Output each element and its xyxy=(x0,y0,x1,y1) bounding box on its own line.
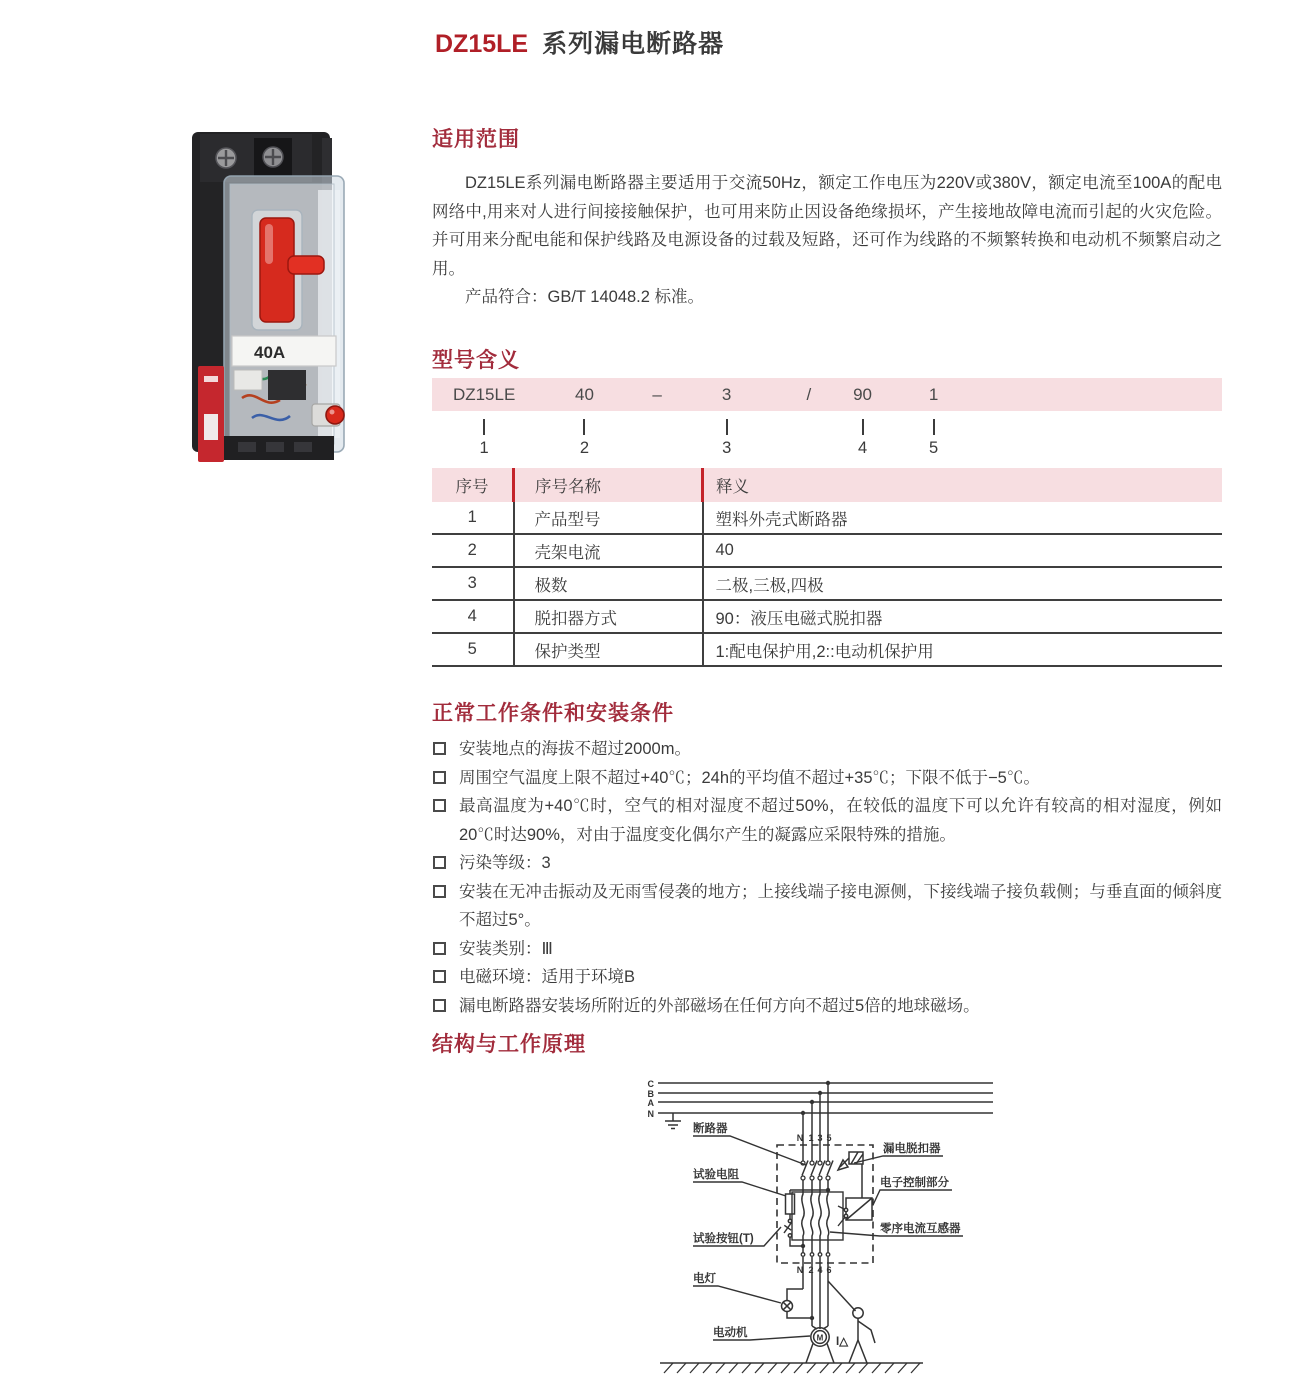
condition-text: 电磁环境：适用于环境B xyxy=(459,968,636,986)
svg-text:3: 3 xyxy=(817,1133,823,1143)
amp-label: 40A xyxy=(254,343,286,362)
scope-section-heading-wrap xyxy=(432,123,1222,153)
model-ticks xyxy=(432,417,1222,463)
earth-symbol xyxy=(665,1113,681,1129)
conditions-heading: 正常工作条件和安装条件 xyxy=(432,702,674,725)
col-header-meaning: 释义 xyxy=(703,468,1223,502)
circuit-diagram xyxy=(640,1068,1012,1400)
model-section-heading-wrap xyxy=(432,344,1222,374)
model-part-5: 1 xyxy=(928,384,939,404)
tick-num-3: 3 xyxy=(722,439,732,457)
model-part-1: DZ15LE xyxy=(452,384,516,404)
scope-paragraph-2-wrap xyxy=(432,283,1222,312)
table-row xyxy=(432,534,1222,567)
cell-index: 4 xyxy=(432,600,514,633)
cell-index: 1 xyxy=(432,502,514,534)
model-table-wrap xyxy=(432,468,1222,667)
condition-item xyxy=(432,963,1222,992)
cell-name: 产品型号 xyxy=(514,502,703,534)
table-row xyxy=(432,502,1222,534)
condition-text: 安装类别：Ⅲ xyxy=(459,939,553,958)
cell-index: 3 xyxy=(432,567,514,600)
model-part-slash: / xyxy=(806,384,812,404)
page-title-model: DZ15LE xyxy=(435,30,529,58)
test-button-label: 试验按钮(T) xyxy=(693,1233,754,1245)
cell-name: 保护类型 xyxy=(514,633,703,666)
product-photo xyxy=(168,118,373,473)
bottom-terminal-block xyxy=(224,436,334,460)
col-header-index: 序号 xyxy=(432,468,514,502)
condition-item xyxy=(432,878,1222,935)
electronic-control-label: 电子控制部分 xyxy=(880,1177,949,1189)
checkbox-icon xyxy=(433,799,446,812)
model-part-3: 3 xyxy=(721,384,732,404)
condition-text: 污染等级：3 xyxy=(459,854,551,872)
condition-text: 安装在无冲击振动及无雨雪侵袭的地方；上接线端子接电源侧，下接线端子接负载侧；与垂直面的倾斜度不超过5°。 xyxy=(459,882,1222,929)
svg-text:N: N xyxy=(796,1265,804,1275)
test-resistor-symbol xyxy=(786,1194,795,1214)
condition-item xyxy=(432,992,1222,1021)
svg-text:4: 4 xyxy=(817,1265,823,1275)
page-title-series: 系列漏电断路器 xyxy=(542,30,725,58)
leakage-current-label: I△ xyxy=(836,1336,849,1348)
model-band-wrap xyxy=(432,378,1222,411)
breaker-label: 断路器 xyxy=(693,1123,728,1135)
svg-text:C: C xyxy=(647,1079,654,1089)
cell-index: 5 xyxy=(432,633,514,666)
ground-hatching xyxy=(660,1363,923,1373)
cell-meaning: 1:配电保护用,2::电动机保护用 xyxy=(703,633,1223,666)
tick-line-4 xyxy=(862,419,864,435)
condition-item xyxy=(432,935,1222,964)
checkbox-icon xyxy=(433,999,446,1012)
checkbox-icon xyxy=(433,771,446,784)
svg-text:M: M xyxy=(816,1333,824,1343)
svg-text:6: 6 xyxy=(826,1265,832,1275)
col-header-name: 序号名称 xyxy=(514,468,703,502)
condition-item xyxy=(432,792,1222,849)
rating-label xyxy=(232,336,336,366)
checkbox-icon xyxy=(433,742,446,755)
leakage-release-label: 漏电脱扣器 xyxy=(883,1143,941,1155)
principle-heading-wrap xyxy=(432,1028,1222,1058)
condition-text: 周围空气温度上限不超过+40℃；24h的平均值不超过+35℃；下限不低于−5℃。 xyxy=(459,768,1040,787)
tick-num-5: 5 xyxy=(929,439,939,457)
top-terminal-labels xyxy=(797,1133,832,1143)
tick-num-1: 1 xyxy=(479,439,489,457)
svg-text:N: N xyxy=(647,1109,654,1119)
tick-num-4: 4 xyxy=(857,439,868,457)
cell-meaning: 40 xyxy=(703,534,1223,567)
lamp-branch xyxy=(782,1289,813,1318)
model-heading: 型号含义 xyxy=(432,349,520,372)
lamp-label: 电灯 xyxy=(693,1273,716,1285)
principle-heading: 结构与工作原理 xyxy=(432,1033,586,1056)
scope-paragraph-1: DZ15LE系列漏电断路器主要适用于交流50Hz，额定工作电压为220V或380V，额定电流至100A的配电网络中,用来对人进行间接接触保护，也可用来防止因设备绝缘损坏，产生接地故障电流而引起的火灾危险。并可用来分配电能和保护线路及电源设备的过载及短路，还可作为线路的不频繁转换和电动机不频繁启动之用。 xyxy=(432,174,1222,278)
electronic-control-symbol xyxy=(844,1164,872,1220)
brand-sticker xyxy=(198,366,224,462)
supply-bus-lines xyxy=(658,1083,993,1113)
test-button xyxy=(312,404,344,426)
condition-text: 最高温度为+40℃时，空气的相对湿度不超过50%，在较低的温度下可以允许有较高的相对湿度，例如20℃时达90%，对由于温度变化偶尔产生的凝露应采限特殊的措施。 xyxy=(459,797,1222,844)
conditions-list xyxy=(432,735,1222,1020)
condition-text: 漏电断路器安装场所附近的外部磁场在任何方向不超过5倍的地球磁场。 xyxy=(459,996,980,1015)
scope-paragraph-2: 产品符合：GB/T 14048.2 标准。 xyxy=(465,288,705,306)
junction-dots xyxy=(801,1081,830,1320)
bottom-terminal-labels xyxy=(797,1265,832,1275)
cell-name: 极数 xyxy=(514,567,703,600)
model-part-2: 40 xyxy=(575,384,594,404)
diagram-labels xyxy=(693,1121,961,1339)
cell-name: 脱扣器方式 xyxy=(514,600,703,633)
model-part-dash: – xyxy=(652,384,662,404)
motor-label: 电动机 xyxy=(713,1327,748,1339)
svg-text:A: A xyxy=(647,1098,654,1108)
bus-labels xyxy=(648,1079,655,1119)
contact-line xyxy=(828,1281,856,1311)
condition-item xyxy=(432,735,1222,764)
motor-symbol xyxy=(806,1326,834,1363)
svg-text:2: 2 xyxy=(808,1265,814,1275)
model-ticks-wrap xyxy=(432,417,1222,463)
tick-line-3 xyxy=(726,419,728,435)
conditions-heading-wrap xyxy=(432,697,1222,727)
test-circuit xyxy=(784,1190,828,1246)
cell-meaning: 90：液压电磁式脱扣器 xyxy=(703,600,1223,633)
scope-paragraph-1-wrap xyxy=(432,169,1222,283)
condition-item xyxy=(432,849,1222,878)
condition-item xyxy=(432,764,1222,793)
checkbox-icon xyxy=(433,942,446,955)
checkbox-icon xyxy=(433,856,446,869)
tick-line-5 xyxy=(933,419,935,435)
tick-line-2 xyxy=(583,419,585,435)
table-header-row xyxy=(432,468,1222,502)
tick-num-2: 2 xyxy=(579,439,590,457)
page-title xyxy=(435,24,724,60)
principle-diagram xyxy=(640,1068,1012,1400)
tick-line-1 xyxy=(483,419,485,435)
table-row xyxy=(432,567,1222,600)
contact-terminals xyxy=(801,1161,830,1256)
breaker-photo-illustration xyxy=(168,118,373,468)
table-row xyxy=(432,633,1222,666)
svg-text:5: 5 xyxy=(826,1133,832,1143)
condition-text: 安装地点的海拔不超过2000m。 xyxy=(459,740,691,758)
cell-meaning: 塑料外壳式断路器 xyxy=(703,502,1223,534)
model-band xyxy=(432,378,1222,411)
cell-name: 壳架电流 xyxy=(514,534,703,567)
svg-text:1: 1 xyxy=(808,1133,814,1143)
checkbox-icon xyxy=(433,970,446,983)
cell-index: 2 xyxy=(432,534,514,567)
svg-text:B: B xyxy=(647,1089,654,1099)
cell-meaning: 二极,三极,四极 xyxy=(703,567,1223,600)
model-part-4: 90 xyxy=(853,384,873,404)
person-figure xyxy=(828,1281,875,1363)
checkbox-icon xyxy=(433,885,446,898)
model-meaning-table xyxy=(432,468,1222,667)
pole-conductors xyxy=(802,1083,833,1329)
svg-text:N: N xyxy=(796,1133,804,1143)
test-resistor-label: 试验电阻 xyxy=(693,1169,739,1181)
scope-heading: 适用范围 xyxy=(432,128,520,151)
leakage-release-symbol xyxy=(838,1152,863,1170)
table-row xyxy=(432,600,1222,633)
zero-sequence-ct-label: 零序电流互感器 xyxy=(880,1223,961,1235)
